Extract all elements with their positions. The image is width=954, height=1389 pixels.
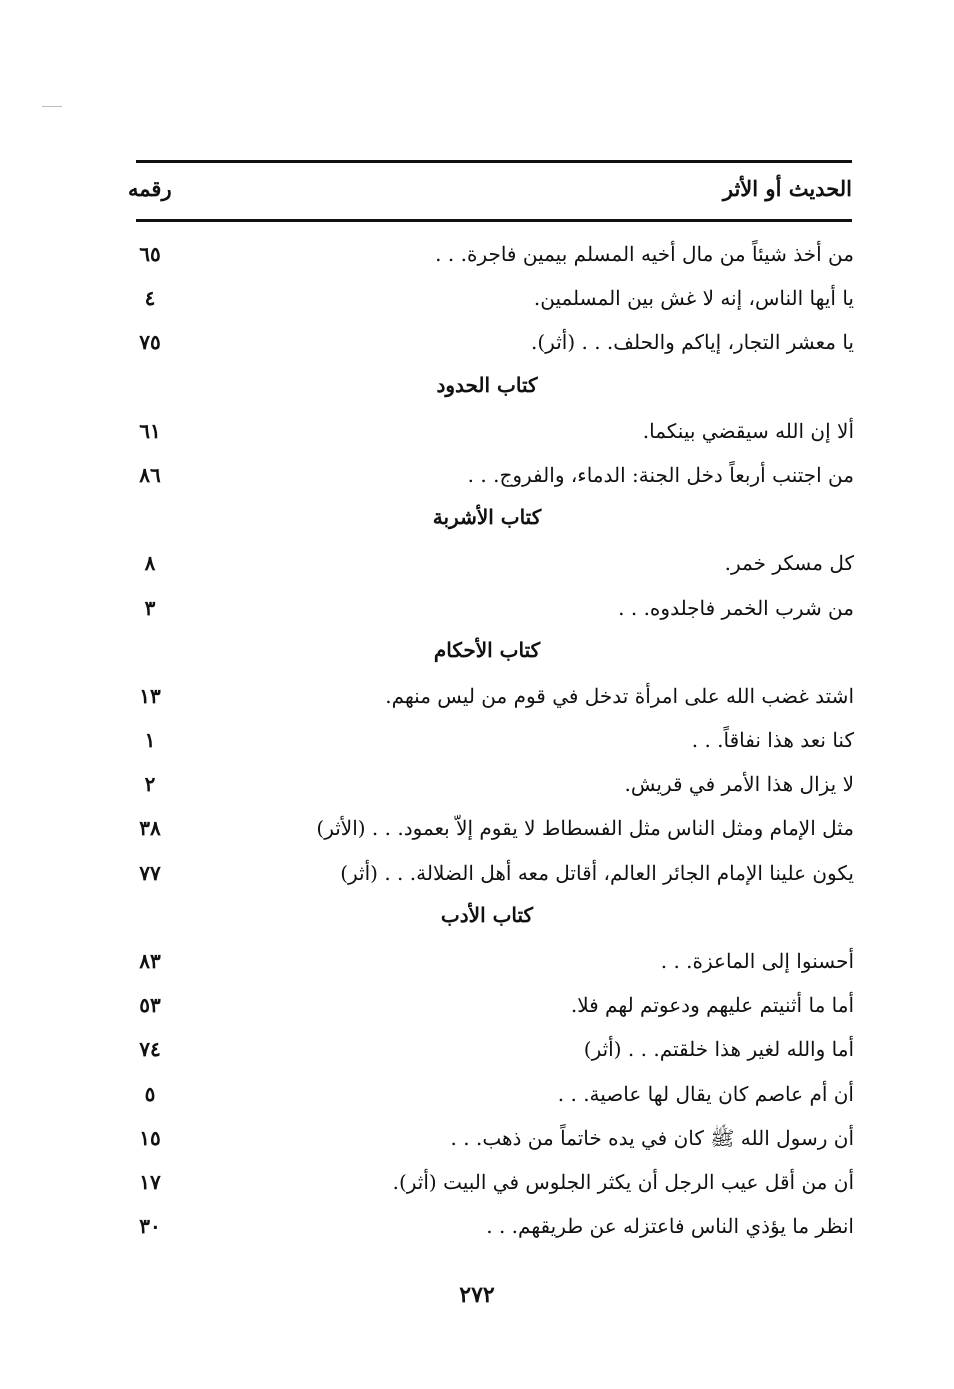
hadith-text: أحسنوا إلى الماعزة. . . [660, 949, 854, 973]
section-heading-row [120, 503, 854, 547]
hadith-text: اشتد غضب الله على امرأة تدخل في قوم من ليس منهم. [385, 683, 854, 708]
section-heading-row [120, 901, 854, 945]
hadith-text: من اجتنب أربعاً دخل الجنة: الدماء، والفروج. . . [467, 462, 854, 487]
hadith-text: أن من أقل عيب الرجل أن يكثر الجلوس في البيت (أثر). [392, 1169, 854, 1194]
list-item [120, 1210, 854, 1254]
hadith-text: لا يزال هذا الأمر في قريش. [624, 772, 854, 797]
hadith-text: ألا إن الله سيقضي بينكما. [642, 418, 854, 443]
list-item [120, 989, 854, 1033]
list-item [120, 812, 854, 856]
hadith-text: أما والله لغير هذا خلقتم. . . (أثر) [583, 1037, 854, 1062]
list-item [120, 857, 854, 901]
hadith-number: ٧٧ [139, 860, 161, 885]
hadith-text: من أخذ شيئاً من مال أخيه المسلم بيمين فاجرة. . . [435, 242, 854, 266]
hadith-text: يا معشر التجار، إياكم والحلف. . . (أثر). [531, 330, 854, 355]
hadith-number: ٣٠ [139, 1214, 161, 1239]
hadith-text: أن رسول الله ﷺ كان في يده خاتماً من ذهب. . . [450, 1125, 854, 1150]
list-item [120, 1033, 854, 1077]
hadith-number: ٨ [144, 551, 156, 576]
list-item [120, 945, 854, 989]
hadith-number: ١٣ [139, 683, 161, 708]
list-item [120, 1166, 854, 1210]
hadith-number: ١ [144, 728, 156, 753]
hadith-text: كنا نعد هذا نفاقاً. . . [691, 728, 854, 753]
hadith-text: أن أم عاصم كان يقال لها عاصية. . . [557, 1081, 854, 1106]
hadith-number: ٧٥ [139, 330, 161, 355]
hadith-number: ٨٣ [139, 949, 161, 973]
page-number: ٢٧٢ [459, 1282, 495, 1308]
hadith-number: ٢ [144, 772, 156, 797]
list-item [120, 415, 854, 459]
list-item [120, 680, 854, 724]
list-item [120, 768, 854, 812]
hadith-number: ١٧ [139, 1169, 161, 1194]
column-header-number: رقمه [128, 176, 172, 201]
section-heading-row [120, 636, 854, 680]
hadith-number: ٣٨ [139, 816, 161, 841]
hadith-number: ٣ [144, 595, 156, 620]
index-list [120, 238, 854, 1254]
hadith-number: ٦٥ [139, 242, 161, 266]
header-rule [136, 219, 852, 222]
hadith-text: يا أيها الناس، إنه لا غش بين المسلمين. [533, 286, 854, 311]
hadith-number: ٧٤ [139, 1037, 161, 1062]
section-heading: كتاب الأشربة [432, 505, 542, 530]
list-item [120, 1078, 854, 1122]
hadith-text: كل مسكر خمر. [724, 551, 854, 576]
top-rule [136, 160, 852, 163]
hadith-text: مثل الإمام ومثل الناس مثل الفسطاط لا يقوم إلاّ بعمود. . . (الأثر) [316, 816, 854, 841]
column-header-hadith: الحديث أو الأثر [722, 176, 852, 201]
hadith-number: ٤ [144, 286, 156, 311]
list-item [120, 547, 854, 591]
scan-mark [42, 106, 62, 107]
section-heading: كتاب الحدود [436, 372, 538, 397]
section-heading: كتاب الأدب [440, 902, 534, 927]
hadith-number: ١٥ [139, 1125, 161, 1150]
list-item [120, 238, 854, 282]
hadith-number: ٨٦ [139, 462, 161, 487]
list-item [120, 724, 854, 768]
hadith-text: انظر ما يؤذي الناس فاعتزله عن طريقهم. . . [486, 1214, 854, 1239]
hadith-text: أما ما أثنيتم عليهم ودعوتم لهم فلا. [570, 993, 854, 1018]
hadith-text: يكون علينا الإمام الجائر العالم، أقاتل معه أهل الضلالة. . . (أثر) [340, 860, 854, 885]
hadith-number: ٥ [144, 1081, 156, 1106]
list-item [120, 326, 854, 370]
list-item [120, 282, 854, 326]
hadith-text: من شرب الخمر فاجلدوه. . . [618, 595, 854, 620]
list-item [120, 1122, 854, 1166]
hadith-number: ٦١ [139, 418, 161, 443]
section-heading-row [120, 371, 854, 415]
section-heading: كتاب الأحكام [433, 637, 541, 662]
list-item [120, 592, 854, 636]
hadith-number: ٥٣ [139, 993, 161, 1018]
list-item [120, 459, 854, 503]
